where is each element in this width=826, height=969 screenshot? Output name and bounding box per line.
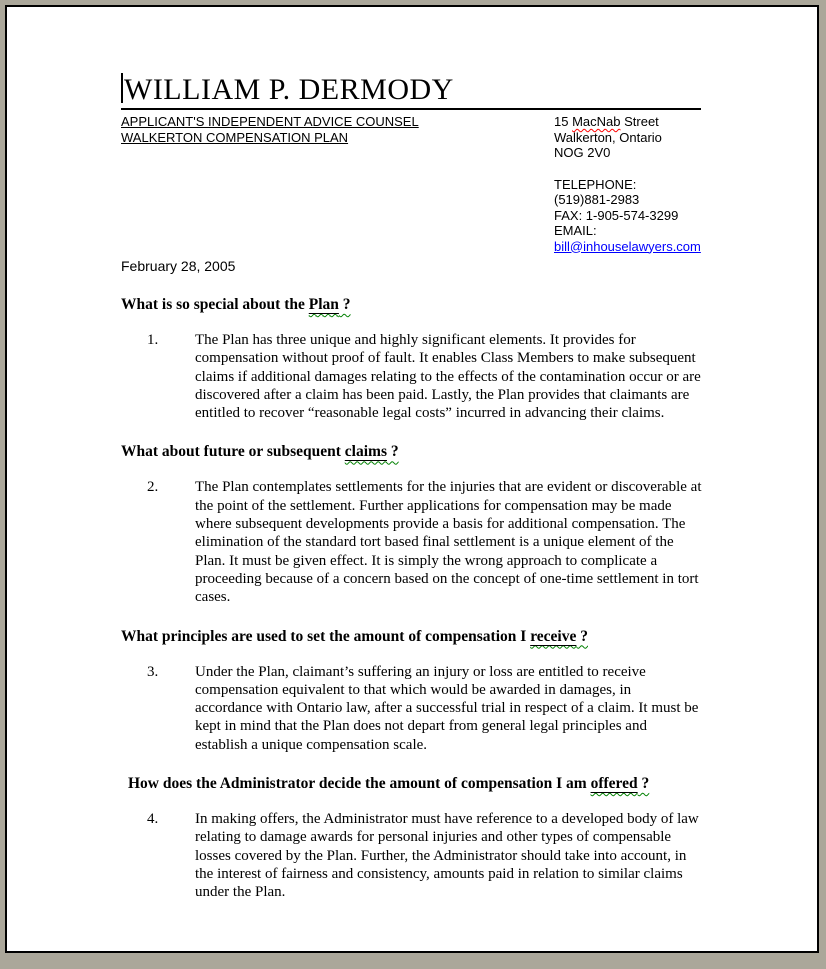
address-street: 15 MacNab Street	[554, 114, 659, 129]
paragraph-number: 1.	[147, 332, 159, 348]
address-city: Walkerton, Ontario	[554, 129, 662, 145]
grammar-squiggle: Plan ?	[308, 296, 351, 313]
grammar-squiggle: offered ?	[590, 775, 650, 793]
document-date: February 28, 2005	[121, 258, 236, 274]
role-line-plan: WALKERTON COMPENSATION PLAN	[121, 129, 349, 145]
numbered-paragraph-1	[147, 331, 721, 422]
document-page[interactable]	[5, 5, 819, 953]
letterhead-address	[554, 114, 701, 254]
letterhead-name-text: WILLIAM P. DERMODY	[124, 73, 454, 106]
text-cursor	[121, 73, 123, 103]
section-heading-2: What about future or subsequent claims ?	[121, 443, 399, 461]
numbered-paragraph-4	[147, 810, 721, 901]
paragraph-number: 2.	[147, 479, 159, 496]
paragraph-text: The Plan contemplates settlements for the injuries that are evident or discoverable at the point of the settlement. Further applications for compensation may be made where subsequent developments provide a basis for additional compensation. The elimination of the standard tort based final settlement is a unique element of the Plan. It must be given effect. It is simply the wrong approach to complicate a proceeding because of a concern based on the concept of one-time settlement in tort cases.	[195, 479, 702, 606]
letterhead-name	[121, 73, 701, 107]
section-heading-3: What principles are used to set the amount of compensation I receive ?	[121, 627, 588, 645]
role-line-counsel: APPLICANT'S INDEPENDENT ADVICE COUNSEL	[121, 114, 419, 129]
letterhead-columns	[121, 114, 701, 256]
section-heading-4: How does the Administrator decide the amount of compensation I am offered ?	[128, 775, 650, 793]
paragraph-text: In making offers, the Administrator must have reference to a developed body of law relating to damage awards for personal injuries and other types of compensable losses covered by the Plan. Further, the Administrator should take into account, in the interest of fairness and consistency, amounts paid in relation to similar claims under the Plan.	[195, 811, 699, 901]
email-link[interactable]: bill@inhouselawyers.com	[554, 238, 701, 254]
document-content	[7, 7, 721, 902]
telephone-label: TELEPHONE:	[554, 176, 637, 192]
telephone-number: (519)881-2983	[554, 192, 640, 207]
spellcheck-word-macnab: MacNab	[572, 114, 621, 129]
numbered-paragraph-2	[147, 478, 721, 606]
letterhead	[121, 73, 701, 110]
paragraph-number: 4.	[147, 811, 159, 828]
paragraph-text: Under the Plan, claimant’s suffering an injury or loss are entitled to receive compensation equivalent to that which would be awarded in damages, in accordance with Ontario law, after a successful trial in respect of a claim. It must be kept in mind that the Plan does not depart from general legal principles and establish a unique compensation scale.	[195, 663, 699, 753]
grammar-squiggle: claims ?	[344, 443, 399, 461]
paragraph-number: 3.	[147, 663, 159, 680]
fax-line: FAX: 1-905-574-3299	[554, 207, 679, 223]
grammar-squiggle: receive ?	[530, 627, 588, 645]
address-postal: NOG 2V0	[554, 145, 611, 160]
email-label: EMAIL:	[554, 223, 597, 238]
paragraph-text: The Plan has three unique and highly significant elements. It provides for compensation without proof of fault. It enables Class Members to make subsequent claims if additional damages relating to the effects of the contamination occur or are discovered after a claim has been paid. Lastly, the Plan provides that claimants are entitled to recover “reasonable legal costs” incurred in advancing their claims.	[195, 332, 701, 422]
section-heading-1: What is so special about the Plan ?	[121, 296, 351, 313]
numbered-paragraph-3	[147, 663, 721, 754]
contact-block	[554, 177, 701, 255]
